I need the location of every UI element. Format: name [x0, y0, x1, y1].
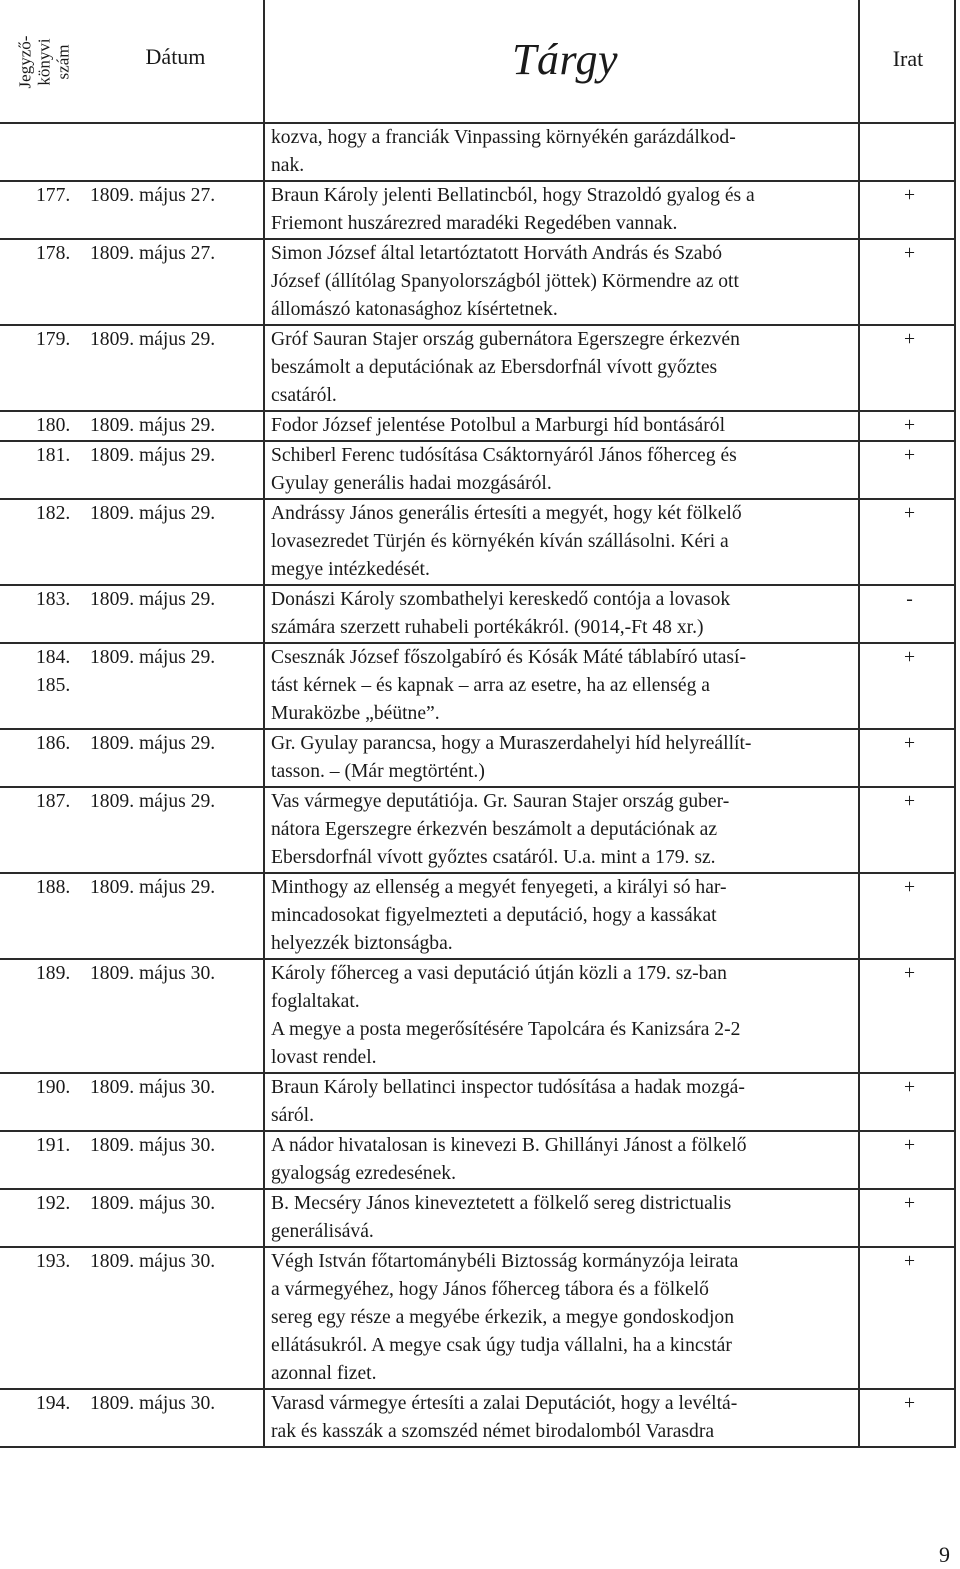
subject-line: Simon József által letartóztatott Horváth András és Szabó — [271, 243, 723, 264]
column-divider — [858, 586, 860, 642]
header-jk-line: könyvi — [34, 38, 54, 86]
row-number: 186. — [36, 733, 71, 754]
column-divider — [858, 874, 860, 958]
column-divider — [858, 326, 860, 410]
row-number: 193. — [36, 1251, 71, 1272]
subject-line: nátora Egerszegre érkezvén beszámolt a deputációnak az — [271, 819, 718, 840]
subject-line: kozva, hogy a franciák Vinpassing környékén garázdálkod- — [271, 127, 736, 148]
column-divider — [858, 1390, 860, 1446]
table-row — [0, 240, 956, 326]
row-subject — [265, 788, 863, 872]
row-subject — [265, 182, 863, 238]
row-irat-mark: + — [903, 963, 916, 984]
row-number — [0, 124, 88, 180]
row-subject — [265, 500, 863, 584]
row-number: 183. — [36, 589, 71, 610]
subject-line: azonnal fizet. — [271, 1363, 377, 1384]
column-divider — [858, 644, 860, 728]
row-date: 1809. május 30. — [90, 1077, 216, 1098]
row-irat-mark: + — [903, 1077, 916, 1098]
column-divider — [858, 240, 860, 324]
header-date: Dátum — [145, 44, 206, 69]
subject-line: A megye a posta megerősítésére Tapolcára és Kanizsára 2-2 — [271, 1019, 741, 1040]
table-row — [0, 874, 956, 960]
row-number: 178. — [36, 243, 71, 264]
header-jegyzokonyvi-szam — [0, 4, 88, 118]
subject-line: számára szerzett ruhabeli portékákról. (9014,-Ft 48 xr.) — [271, 617, 704, 638]
column-divider — [858, 412, 860, 440]
row-date: 1809. május 29. — [90, 733, 216, 754]
table-row — [0, 644, 956, 730]
column-divider — [263, 326, 265, 410]
column-divider — [263, 1390, 265, 1446]
table-header — [0, 0, 956, 124]
column-divider — [263, 500, 265, 584]
subject-line: sáról. — [271, 1105, 314, 1126]
row-date: 1809. május 30. — [90, 1193, 216, 1214]
header-divider — [263, 0, 265, 122]
column-divider — [263, 874, 265, 958]
table-row — [0, 182, 956, 240]
subject-line: Ebersdorfnál vívott győztes csatáról. U.a. mint a 179. sz. — [271, 847, 716, 868]
subject-line: Schiberl Ferenc tudósítása Csáktornyáról János főherceg és — [271, 445, 737, 466]
row-irat-mark: + — [903, 733, 916, 754]
row-date: 1809. május 30. — [90, 963, 216, 984]
subject-line: Varasd vármegye értesíti a zalai Deputációt, hogy a levéltá- — [271, 1393, 738, 1414]
row-number: 190. — [36, 1077, 71, 1098]
subject-line: állomászó katonasághoz kísértetnek. — [271, 299, 558, 320]
row-subject — [265, 586, 863, 642]
column-divider — [263, 788, 265, 872]
row-subject — [265, 960, 863, 1072]
subject-line: beszámolt a deputációnak az Ebersdorfnál vívott győztes — [271, 357, 718, 378]
table-row — [0, 442, 956, 500]
row-subject — [265, 874, 863, 958]
subject-line: Muraközbe „béütne”. — [271, 703, 440, 724]
column-divider — [858, 788, 860, 872]
subject-line: Gyulay generális hadai mozgásáról. — [271, 473, 552, 494]
subject-line: a vármegyéhez, hogy János főherceg tábora és a fölkelő — [271, 1279, 709, 1300]
column-divider — [263, 1132, 265, 1188]
row-number: 187. — [36, 791, 71, 812]
subject-line: Csesznák József főszolgabíró és Kósák Máté táblabíró utasí- — [271, 647, 747, 668]
header-irat: Irat — [892, 46, 924, 71]
row-date: 1809. május 30. — [90, 1135, 216, 1156]
column-divider — [263, 182, 265, 238]
column-divider — [263, 960, 265, 1072]
row-number: 182. — [36, 503, 71, 524]
subject-line: mincadosokat figyelmezteti a deputáció, hogy a kassákat — [271, 905, 717, 926]
row-date: 1809. május 29. — [90, 647, 216, 668]
subject-line: Gróf Sauran Stajer ország gubernátora Egerszegre érkezvén — [271, 329, 740, 350]
row-number: 180. — [36, 415, 71, 436]
row-irat-mark: + — [903, 647, 916, 668]
page-number: 9 — [939, 1542, 950, 1567]
subject-line: tasson. – (Már megtörtént.) — [271, 761, 485, 782]
row-date: 1809. május 30. — [90, 1393, 216, 1414]
column-divider — [858, 500, 860, 584]
row-date: 1809. május 30. — [90, 1251, 216, 1272]
row-irat-mark: + — [903, 1135, 916, 1156]
column-divider — [263, 240, 265, 324]
row-irat-mark: + — [903, 1393, 916, 1414]
row-subject — [265, 1390, 863, 1446]
subject-line: Vas vármegye deputátiója. Gr. Sauran Stajer ország guber- — [271, 791, 730, 812]
column-divider — [858, 730, 860, 786]
row-irat-mark — [863, 124, 956, 180]
column-divider — [263, 586, 265, 642]
column-divider — [858, 960, 860, 1072]
table-row — [0, 1248, 956, 1390]
table-row — [0, 960, 956, 1074]
header-jk-line: Jegyző- — [15, 35, 35, 89]
table-row — [0, 730, 956, 788]
row-subject — [265, 326, 863, 410]
subject-line: sereg egy része a megyébe érkezik, a megye gondoskodjon — [271, 1307, 734, 1328]
table-row — [0, 1190, 956, 1248]
column-divider — [263, 1190, 265, 1246]
row-date: 1809. május 29. — [90, 503, 216, 524]
subject-line: Friemont huszárezred maradéki Regedében vannak. — [271, 213, 678, 234]
table-row — [0, 500, 956, 586]
column-divider — [858, 442, 860, 498]
row-subject — [265, 124, 863, 180]
row-date: 1809. május 29. — [90, 589, 216, 610]
subject-line: Gr. Gyulay parancsa, hogy a Muraszerdahelyi híd helyreállít- — [271, 733, 752, 754]
column-divider — [858, 1132, 860, 1188]
column-divider — [858, 1074, 860, 1130]
subject-line: Braun Károly jelenti Bellatincból, hogy Strazoldó gyalog és a — [271, 185, 755, 206]
column-divider — [263, 442, 265, 498]
row-date: 1809. május 29. — [90, 329, 216, 350]
row-date: 1809. május 29. — [90, 791, 216, 812]
column-divider — [263, 1074, 265, 1130]
row-subject — [265, 240, 863, 324]
subject-line: Braun Károly bellatinci inspector tudósítása a hadak mozgá- — [271, 1077, 745, 1098]
row-subject — [265, 1248, 863, 1388]
subject-line: Végh István főtartománybéli Biztosság kormányzója leirata — [271, 1251, 739, 1272]
row-irat-mark: + — [903, 791, 916, 812]
header-jegyzokonyvi-label — [16, 36, 73, 89]
subject-line: A nádor hivatalosan is kinevezi B. Ghillányi Jánost a fölkelő — [271, 1135, 747, 1156]
subject-line: lovast rendel. — [271, 1047, 377, 1068]
row-subject — [265, 1132, 863, 1188]
row-number: 191. — [36, 1135, 71, 1156]
row-irat-mark: + — [903, 243, 916, 264]
header-jk-line: szám — [53, 44, 73, 80]
subject-line: foglaltakat. — [271, 991, 360, 1012]
row-irat-mark: + — [903, 329, 916, 350]
subject-line: megye intézkedését. — [271, 559, 430, 580]
subject-line: nak. — [271, 155, 305, 176]
row-irat-mark: + — [903, 1251, 916, 1272]
column-divider — [263, 412, 265, 440]
table-row — [0, 1074, 956, 1132]
table-row — [0, 124, 956, 182]
table-row — [0, 326, 956, 412]
row-number: 194. — [36, 1393, 71, 1414]
row-date: 1809. május 29. — [90, 877, 216, 898]
row-subject — [265, 1074, 863, 1130]
subject-line: tást kérnek – és kapnak – arra az esetre, ha az ellenség a — [271, 675, 710, 696]
row-number: 177. — [36, 185, 71, 206]
row-number: 189. — [36, 963, 71, 984]
table-row — [0, 1390, 956, 1448]
row-irat-mark: + — [903, 877, 916, 898]
subject-line: József (állítólag Spanyolországból jöttek) Körmendre az ott — [271, 271, 739, 292]
subject-line: rak és kasszák a szomszéd német birodalomból Varasdra — [271, 1421, 715, 1442]
table-row — [0, 788, 956, 874]
row-irat-mark: + — [903, 415, 916, 436]
row-number: 188. — [36, 877, 71, 898]
subject-line: ellátásukról. A megye csak úgy tudja vállalni, ha a kincstár — [271, 1335, 732, 1356]
subject-line: Minthogy az ellenség a megyét fenyegeti, a királyi só har- — [271, 877, 727, 898]
row-date: 1809. május 29. — [90, 415, 216, 436]
row-irat-mark: + — [903, 445, 916, 466]
row-date — [88, 124, 265, 180]
subject-line: generálisává. — [271, 1221, 374, 1242]
row-irat-mark: + — [903, 185, 916, 206]
subject-line: Fodor József jelentése Potolbul a Marburgi híd bontásáról — [271, 415, 726, 436]
column-divider — [858, 124, 860, 180]
column-divider — [858, 1248, 860, 1388]
row-irat-mark: + — [903, 1193, 916, 1214]
subject-line: B. Mecséry János kineveztetett a fölkelő sereg districtualis — [271, 1193, 732, 1214]
table-row — [0, 412, 956, 442]
column-divider — [263, 124, 265, 180]
subject-line: lovasezredet Türjén és környékén kíván szállásolni. Kéri a — [271, 531, 729, 552]
row-date: 1809. május 27. — [90, 243, 216, 264]
row-date: 1809. május 29. — [90, 445, 216, 466]
row-subject — [265, 644, 863, 728]
column-divider — [858, 182, 860, 238]
column-divider — [263, 730, 265, 786]
subject-line: Károly főherceg a vasi deputáció útján közli a 179. sz-ban — [271, 963, 727, 984]
header-subject: Tárgy — [512, 35, 618, 84]
row-subject — [265, 1190, 863, 1246]
subject-line: Donászi Károly szombathelyi kereskedő contója a lovasok — [271, 589, 731, 610]
row-date: 1809. május 27. — [90, 185, 216, 206]
row-irat-mark: - — [906, 589, 913, 610]
header-divider — [954, 0, 956, 122]
row-number: 179. — [36, 329, 71, 350]
subject-line: csatáról. — [271, 385, 337, 406]
row-subject — [265, 442, 863, 498]
table-body — [0, 124, 956, 1448]
row-number: 184. 185. — [36, 647, 71, 696]
subject-line: gyalogság ezredesének. — [271, 1163, 456, 1184]
row-number: 192. — [36, 1193, 71, 1214]
table-row — [0, 1132, 956, 1190]
header-divider — [858, 0, 860, 122]
subject-line: helyezzék biztonságba. — [271, 933, 453, 954]
row-irat-mark: + — [903, 503, 916, 524]
column-divider — [263, 1248, 265, 1388]
column-divider — [263, 644, 265, 728]
row-subject — [265, 730, 863, 786]
table-row — [0, 586, 956, 644]
column-divider — [858, 1190, 860, 1246]
row-subject — [265, 412, 863, 440]
row-number: 181. — [36, 445, 71, 466]
subject-line: Andrássy János generális értesíti a megyét, hogy két fölkelő — [271, 503, 742, 524]
